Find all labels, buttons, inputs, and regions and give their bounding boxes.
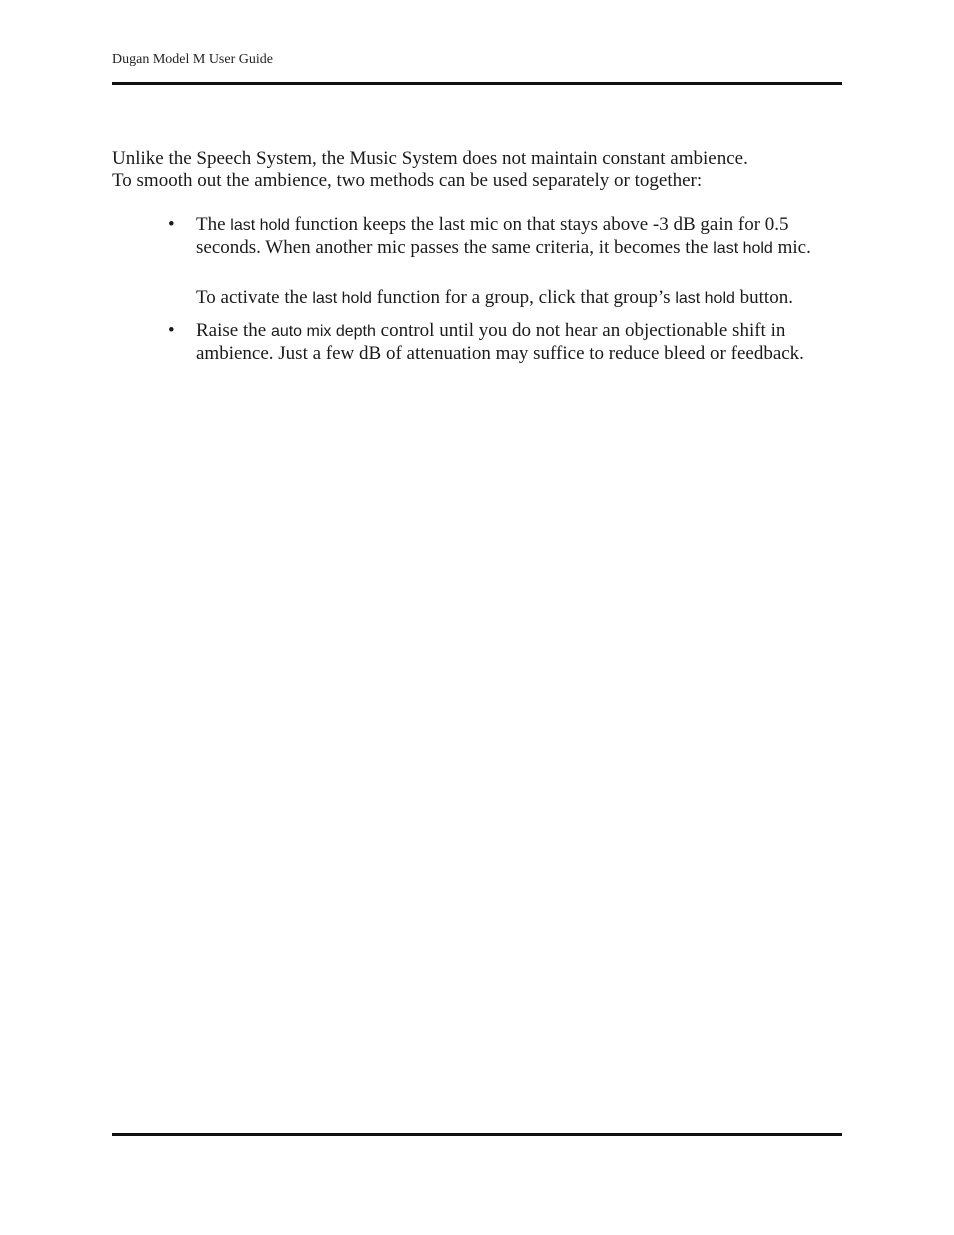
- last-hold-activation-note: [196, 287, 856, 310]
- ui-term-auto-mix-depth: auto mix depth: [270, 323, 376, 340]
- bullet-text: mic.: [772, 237, 811, 258]
- ui-term-last-hold: last hold: [312, 290, 372, 307]
- note-text: button.: [734, 287, 793, 308]
- note-text: function for a group, click that group’s: [371, 287, 676, 308]
- footer-rule: [112, 1133, 842, 1136]
- intro-line-2: To smooth out the ambience, two methods can be used separately or together:: [112, 170, 703, 191]
- bullet-text: Raise the: [196, 320, 271, 341]
- bullet-marker: •: [168, 320, 175, 341]
- note-text: To activate the: [196, 287, 313, 308]
- bullet-list-item-auto-mix-depth: [168, 320, 848, 365]
- ui-term-last-hold-button: last hold: [675, 290, 735, 307]
- bullet-text: control until you do not hear an objectionable shift in ambience. Just a few dB of attenuation may suffice to reduce bleed or feedback.: [196, 320, 804, 364]
- ui-term-last-hold: last hold: [713, 240, 773, 257]
- bullet-text: The: [196, 214, 231, 235]
- ui-term-last-hold: last hold: [230, 217, 290, 234]
- header-rule: [112, 82, 842, 85]
- bullet-marker: •: [168, 214, 175, 235]
- bullet-list-item-last-hold: [168, 214, 848, 260]
- intro-line-1: Unlike the Speech System, the Music System does not maintain constant ambience.: [112, 148, 748, 169]
- running-header: Dugan Model M User Guide: [112, 52, 273, 67]
- bullet-text: function keeps the last mic on that stays above -3 dB gain for 0.5 seconds. When another mic passes the same criteria, it becomes the: [196, 214, 789, 258]
- intro-paragraph: [112, 148, 847, 192]
